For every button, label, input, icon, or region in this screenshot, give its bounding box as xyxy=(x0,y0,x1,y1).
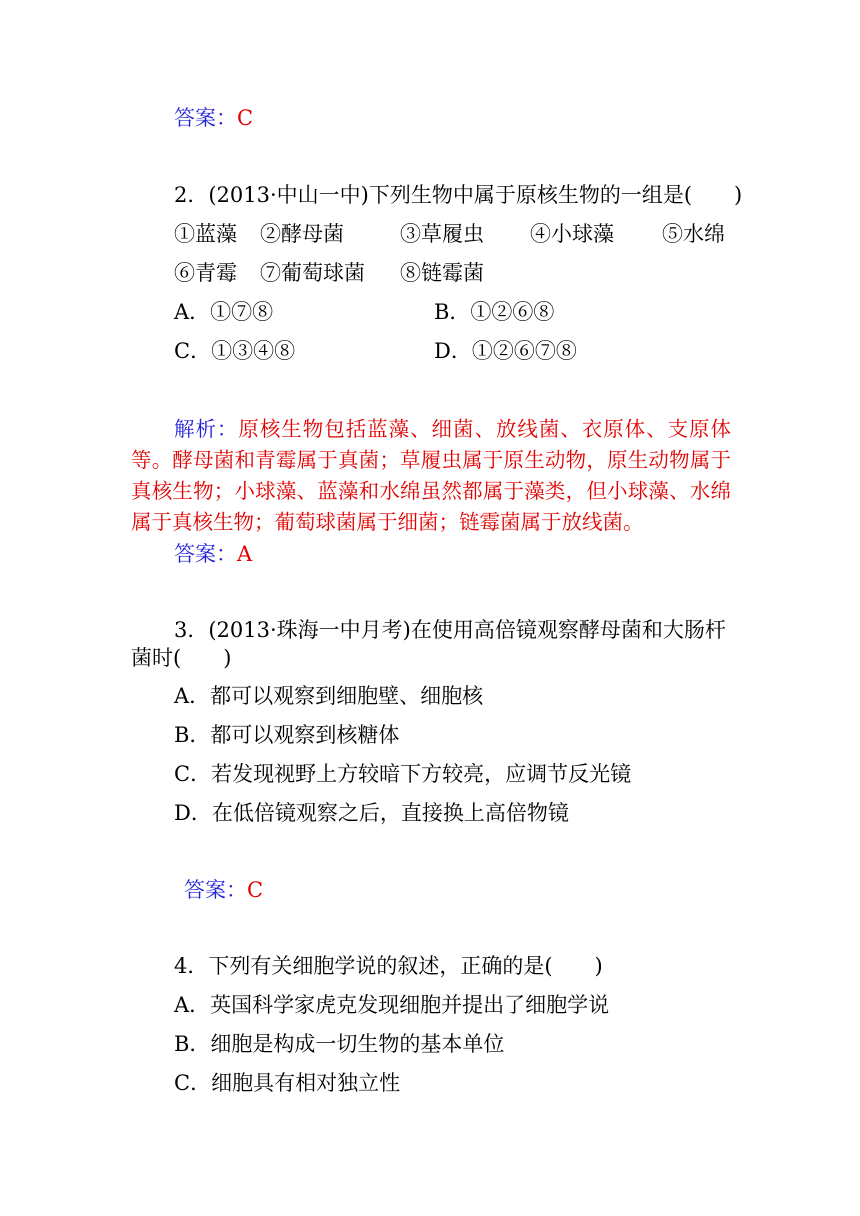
q4-option-a: A．英国科学家虎克发现细胞并提出了细胞学说 xyxy=(174,993,610,1017)
q2-option-c: C．①③④⑧ xyxy=(174,339,296,363)
q2-item: ⑥青霉 xyxy=(174,261,237,285)
answer-value: C xyxy=(247,878,264,902)
q2-option-b: B．①②⑥⑧ xyxy=(434,300,555,324)
q2-item: ④小球藻 xyxy=(530,222,614,246)
q4-option-c: C．细胞具有相对独立性 xyxy=(174,1071,401,1095)
q2-item: ⑧链霉菌 xyxy=(400,261,484,285)
answer-value: C xyxy=(237,106,254,130)
answer-label: 答案： xyxy=(174,106,237,130)
answer-label: 答案： xyxy=(174,542,237,566)
q2-item: ⑤水绵 xyxy=(662,222,725,246)
q3-option-b: B．都可以观察到核糖体 xyxy=(174,723,400,747)
answer-3 xyxy=(184,880,263,901)
analysis-text: 原核生物包括蓝藻、细菌、放线菌、衣原体、支原体等。酵母菌和青霉属于真菌；草履虫属于原生动物，原生动物属于真核生物；小球藻、蓝藻和水绵虽然都属于藻类，但小球藻、水绵属于真核生物；葡萄球菌属于细菌；链霉菌属于放线菌。 xyxy=(131,417,732,534)
q3-option-a: A．都可以观察到细胞壁、细胞核 xyxy=(174,684,484,708)
q2-item: ②酵母菌 xyxy=(260,222,344,246)
answer-value: A xyxy=(237,542,253,566)
answer-1 xyxy=(174,108,253,129)
q3-stem-line2: 菌时( ) xyxy=(131,646,232,670)
q2-item: ⑦葡萄球菌 xyxy=(260,261,365,285)
q2-option-a: A．①⑦⑧ xyxy=(174,300,274,324)
analysis-label: 解析： xyxy=(174,417,239,441)
q2-item: ①蓝藻 xyxy=(174,222,237,246)
q2-analysis xyxy=(131,414,731,538)
q2-option-d: D．①②⑥⑦⑧ xyxy=(434,339,577,363)
q2-item: ③草履虫 xyxy=(400,222,484,246)
q3-option-c: C．若发现视野上方较暗下方较亮，应调节反光镜 xyxy=(174,762,632,786)
answer-label: 答案： xyxy=(184,878,247,902)
q2-stem: 2．(2013·中山一中)下列生物中属于原核生物的一组是( ) xyxy=(174,183,743,207)
q3-option-d: D．在低倍镜观察之后，直接换上高倍物镜 xyxy=(174,801,569,825)
q4-option-b: B．细胞是构成一切生物的基本单位 xyxy=(174,1032,505,1056)
q4-stem: 4．下列有关细胞学说的叙述，正确的是( ) xyxy=(174,954,603,978)
answer-2 xyxy=(174,544,252,565)
q3-stem-line1: 3．(2013·珠海一中月考)在使用高倍镜观察酵母菌和大肠杆 xyxy=(174,618,726,642)
